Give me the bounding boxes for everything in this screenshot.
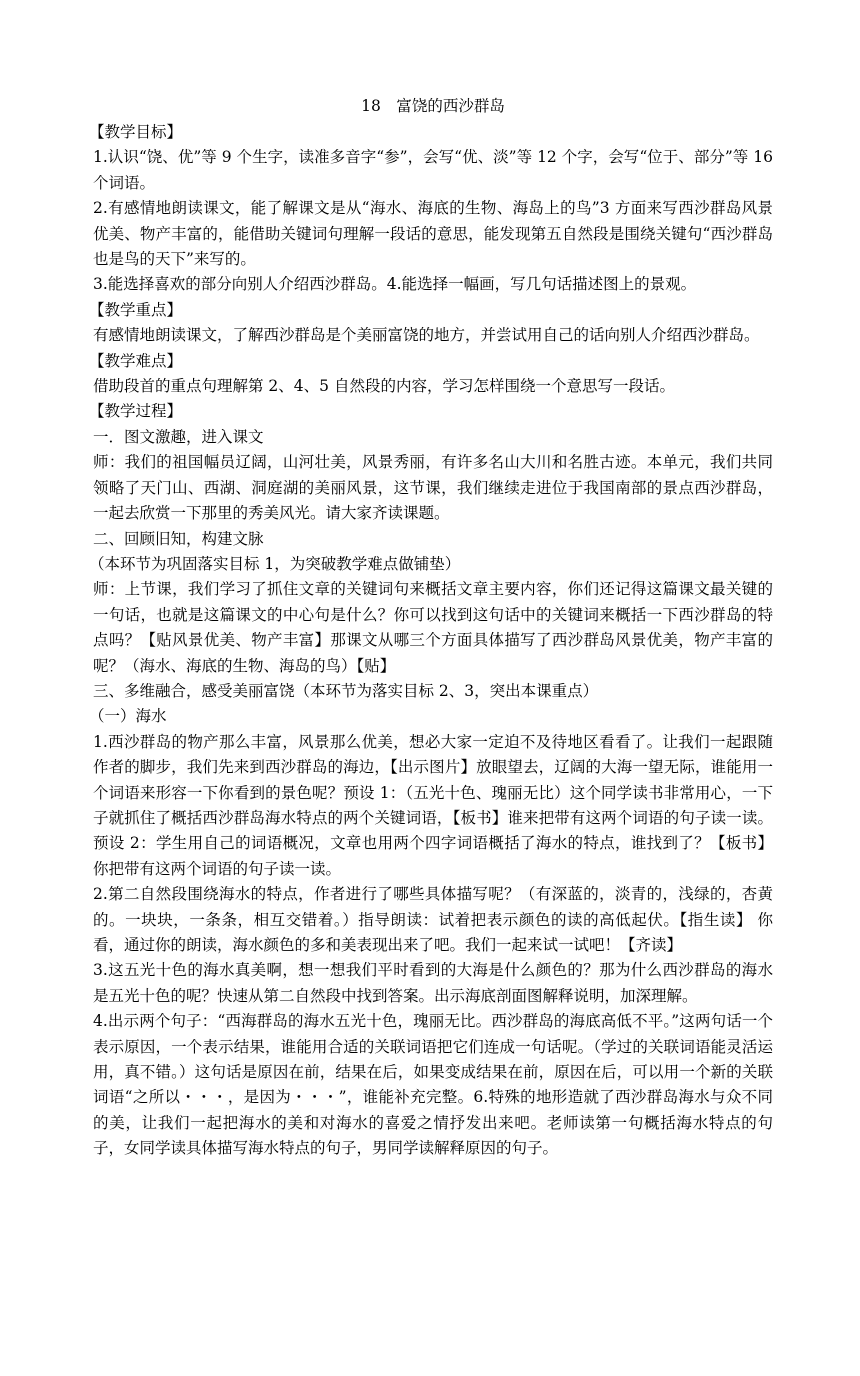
goal-2-paragraph: 2.有感情地朗读课文，能了解课文是从“海水、海底的生物、海岛上的鸟”3 方面来写西沙群岛风景优美、物产丰富的，能借助关键词句理解一段话的意思，能发现第五自然段是围绕关键句“西沙群岛也是鸟的天下”来写的。 bbox=[93, 199, 773, 269]
heading-teaching-goals: 【教学目标】 bbox=[89, 123, 183, 141]
goal-1-paragraph: 1.认识“饶、优”等 9 个生字，读准多音字“参”，会写“优、淡”等 12 个字，会写“位于、部分”等 16 个词语。 bbox=[93, 148, 773, 192]
heading-teaching-process: 【教学过程】 bbox=[89, 402, 183, 421]
heading-teaching-focus: 【教学重点】 bbox=[89, 300, 183, 319]
focus-paragraph: 有感情地朗读课文，了解西沙群岛是个美丽富饶的地方，并尝试用自己的话向别人介绍西沙群岛。 bbox=[93, 326, 760, 345]
difficulty-paragraph: 借助段首的重点句理解第 2、4、5 自然段的内容，学习怎样围绕一个意思写一段话。 bbox=[93, 377, 675, 396]
goal-3-4-paragraph: 3.能选择喜欢的部分向别人介绍西沙群岛。4.能选择一幅画，写几句话描述图上的景观。 bbox=[93, 275, 697, 294]
seawater-paragraph-1: 1.西沙群岛的物产那么丰富，风景那么优美，想必大家一定迫不及待地区看看了。让我们一起跟随作者的脚步，我们先来到西沙群岛的海边，【出示图片】放眼望去，辽阔的大海一望无际，谁能用一个词语来形容一下你看到的景色呢？预设 1：（五光十色、瑰丽无比）这个同学读书非常用心，一下子就抓住了概括西沙群岛海水特点的两个关键词语，【板书】谁来把带有这两个词语的句子读一读。预设 2：学生用自己的词语概况，文章也用两个四字词语概括了海水的特点，谁找到了？【板书】你把带有这两个词语的句子读一读。 bbox=[93, 732, 773, 878]
seawater-paragraph-4: 4.出示两个句子：“西海群岛的海水五光十色，瑰丽无比。西沙群岛的海底高低不平。”这两句话一个表示原因，一个表示结果，谁能用合适的关联词语把它们连成一句话呢。（学过的关联词语能灵活运用，真不错。）这句话是原因在前，结果在后，如果变成结果在前，原因在后，可以用一个新的关联词语“之所以・・・，是因为・・・”，谁能补充完整。6.特殊的地形造就了西沙群岛海水与众不同的美，让我们一起把海水的美和对海水的喜爱之情抒发出来吧。老师读第一句概括海水特点的句子，女同学读具体描写海水特点的句子，男同学读解释原因的句子。 bbox=[93, 1012, 773, 1158]
step-1-paragraph: 师：我们的祖国幅员辽阔，山河壮美，风景秀丽，有许多名山大川和名胜古迹。本单元，我们共同领略了天门山、西湖、洞庭湖的美丽风景，这节课，我们继续走进位于我国南部的景点西沙群岛，一起去欣赏一下那里的秀美风光。请大家齐读课题。 bbox=[93, 453, 773, 523]
seawater-paragraph-3: 3.这五光十色的海水真美啊，想一想我们平时看到的大海是什么颜色的？那为什么西沙群岛的海水是五光十色的呢？快速从第二自然段中找到答案。出示海底剖面图解释说明，加深理解。 bbox=[93, 961, 773, 1005]
lesson-title: 18 富饶的西沙群岛 bbox=[361, 97, 505, 115]
document-page bbox=[89, 94, 773, 1162]
heading-teaching-difficulty: 【教学难点】 bbox=[89, 351, 183, 370]
step-2-heading: 二、回顾旧知，构建文脉 bbox=[93, 529, 264, 548]
subsection-seawater-heading: （一）海水 bbox=[89, 707, 167, 726]
step-2-paragraph: 师：上节课，我们学习了抓住文章的关键词句来概括文章主要内容，你们还记得这篇课文最关键的一句话，也就是这篇课文的中心句是什么？你可以找到这句话中的关键词来概括一下西沙群岛的特点吗？【贴风景优美、物产丰富】那课文从哪三个方面具体描写了西沙群岛风景优美，物产丰富的呢？（海水、海底的生物、海岛的鸟）【贴】 bbox=[93, 580, 773, 675]
step-1-heading: 一．图文激趣，进入课文 bbox=[93, 427, 264, 446]
step-2-note: （本环节为巩固落实目标 1，为突破教学难点做铺垫） bbox=[89, 554, 461, 573]
seawater-paragraph-2: 2.第二自然段围绕海水的特点，作者进行了哪些具体描写呢？（有深蓝的，淡青的，浅绿的，杏黄的。一块块，一条条，相互交错着。）指导朗读：试着把表示颜色的读的高低起伏。【指生读】 你看，通过你的朗读，海水颜色的多和美表现出来了吧。我们一起来试一试吧！【齐读】 bbox=[93, 885, 773, 954]
step-3-heading: 三、多维融合，感受美丽富饶（本环节为落实目标 2、3，突出本课重点） bbox=[93, 681, 599, 700]
